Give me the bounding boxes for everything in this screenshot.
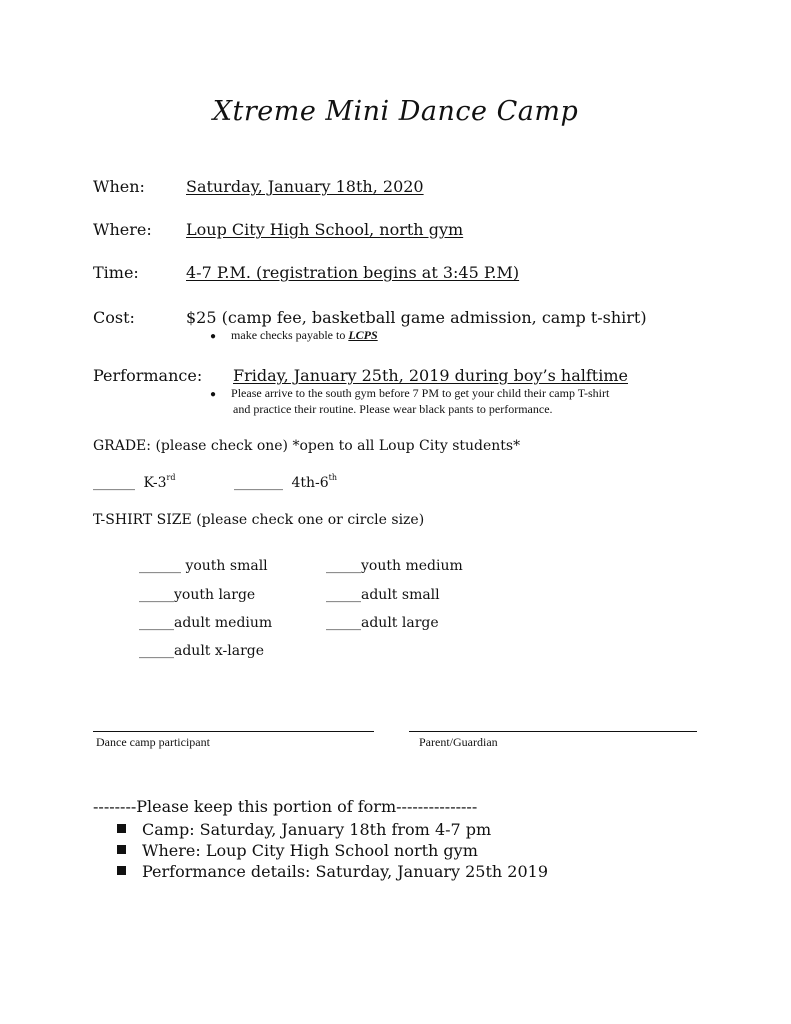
time-label: Time:: [93, 263, 139, 282]
square-bullet-icon: [117, 824, 126, 833]
grade-option-sup: th: [328, 473, 338, 482]
participant-signature-label: Dance camp participant: [96, 735, 210, 749]
size-option[interactable]: _____adult x-large: [139, 643, 265, 659]
size-option[interactable]: _____adult small: [326, 587, 440, 603]
performance-label: Performance:: [93, 366, 203, 385]
square-bullet-icon: [117, 845, 126, 854]
size-option[interactable]: ______ youth small: [139, 558, 268, 574]
grade-blank: ______: [93, 475, 135, 491]
guardian-signature-label: Parent/Guardian: [419, 735, 498, 749]
payee-name: LCPS: [348, 328, 378, 342]
size-option[interactable]: _____adult large: [326, 615, 439, 631]
where-value: Loup City High School, north gym: [186, 220, 464, 239]
square-bullet-icon: [117, 866, 126, 875]
guardian-signature-line[interactable]: [409, 731, 697, 732]
keep-item-text: Performance details: Saturday, January 25th 2019: [142, 862, 549, 881]
grade-heading: GRADE: (please check one) *open to all Loup City students*: [93, 438, 521, 454]
cost-note-text: make checks payable to: [231, 328, 346, 342]
when-label: When:: [93, 177, 145, 196]
grade-option-sup: rd: [166, 473, 176, 482]
size-option[interactable]: _____youth large: [139, 587, 256, 603]
keep-heading: --------Please keep this portion of form---------------: [93, 797, 478, 816]
cost-label: Cost:: [93, 308, 135, 327]
grade-option-k3[interactable]: [93, 475, 175, 491]
cost-note: [210, 327, 378, 345]
tshirt-heading: T-SHIRT SIZE (please check one or circle size): [93, 512, 425, 528]
keep-item-text: Where: Loup City High School north gym: [142, 841, 478, 860]
performance-note-line1: Please arrive to the south gym before 7 PM to get your child their camp T-shirt: [231, 386, 610, 400]
grade-option-label: 4th-6: [291, 475, 329, 491]
when-value: Saturday, January 18th, 2020: [186, 177, 424, 196]
performance-value: Friday, January 25th, 2019 during boy’s halftime: [233, 366, 628, 385]
cost-value: $25 (camp fee, basketball game admission, camp t-shirt): [186, 308, 647, 327]
performance-note-line2: and practice their routine. Please wear black pants to performance.: [233, 402, 553, 416]
bullet-icon: ●: [210, 331, 217, 342]
keep-item: [117, 841, 478, 860]
size-option[interactable]: _____youth medium: [326, 558, 463, 574]
grade-option-label: K-3: [143, 475, 167, 491]
keep-item-text: Camp: Saturday, January 18th from 4-7 pm: [142, 820, 492, 839]
time-value: 4-7 P.M. (registration begins at 3:45 P.M): [186, 263, 520, 282]
page-title: Xtreme Mini Dance Camp: [212, 96, 579, 127]
grade-blank: _______: [234, 475, 283, 491]
participant-signature-line[interactable]: [93, 731, 374, 732]
size-option[interactable]: _____adult medium: [139, 615, 273, 631]
keep-item: [117, 820, 491, 839]
keep-item: [117, 862, 548, 881]
grade-option-4-6[interactable]: [234, 475, 337, 491]
where-label: Where:: [93, 220, 152, 239]
bullet-icon: ●: [210, 389, 217, 400]
